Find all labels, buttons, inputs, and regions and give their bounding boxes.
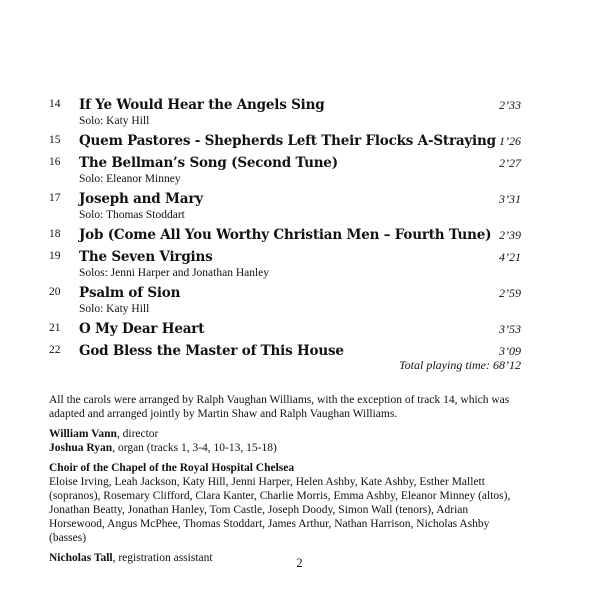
assistant-name: Nicholas Tall (49, 552, 113, 564)
track-number: 20 (49, 286, 61, 298)
track-number: 17 (49, 192, 61, 204)
track-item (0, 190, 599, 222)
track-title: Job (Come All You Worthy Christian Men – Fourth Tune) (79, 227, 492, 243)
track-duration: 3’31 (499, 192, 521, 206)
track-number: 16 (49, 156, 61, 168)
track-duration: 2’59 (499, 286, 521, 300)
track-number: 18 (49, 228, 61, 240)
track-title: The Bellman’s Song (Second Tune) (79, 155, 338, 171)
track-title: If Ye Would Hear the Angels Sing (79, 97, 325, 113)
track-duration: 3’09 (499, 344, 521, 358)
director-name: William Vann (49, 428, 117, 440)
total-playing-time: Total playing time: 68’12 (399, 358, 521, 372)
assistant-role: , registration assistant (112, 552, 213, 564)
track-number: 21 (49, 322, 61, 334)
track-duration: 4’21 (499, 250, 521, 264)
track-title: God Bless the Master of This House (79, 343, 344, 359)
track-duration: 2’27 (499, 156, 521, 170)
track-title: Psalm of Sion (79, 285, 181, 301)
track-item (0, 132, 599, 150)
track-title: Joseph and Mary (79, 191, 203, 207)
credits-section (49, 393, 519, 565)
track-number: 19 (49, 250, 61, 262)
track-item (0, 284, 599, 316)
choir-name: Choir of the Chapel of the Royal Hospital Chelsea (49, 462, 295, 474)
track-item (0, 96, 599, 128)
track-duration: 2’39 (499, 228, 521, 242)
track-item (0, 226, 599, 244)
track-title: Quem Pastores - Shepherds Left Their Flocks A-Straying (79, 133, 496, 149)
track-soloist: Solo: Katy Hill (79, 303, 150, 315)
track-item (0, 320, 599, 338)
track-item (0, 154, 599, 186)
organist-role: , organ (tracks 1, 3-4, 10-13, 15-18) (112, 442, 277, 454)
track-duration: 3’53 (499, 322, 521, 336)
director-credit (49, 427, 519, 441)
track-soloist: Solos: Jenni Harper and Jonathan Hanley (79, 267, 270, 279)
track-duration: 1’26 (499, 134, 521, 148)
track-duration: 2’33 (499, 98, 521, 112)
track-title: The Seven Virgins (79, 249, 213, 265)
track-soloist: Solo: Katy Hill (79, 115, 150, 127)
track-number: 22 (49, 344, 61, 356)
organist-name: Joshua Ryan (49, 442, 113, 454)
track-number: 15 (49, 134, 61, 146)
page-number: 2 (296, 556, 303, 570)
director-role: , director (116, 428, 159, 440)
track-item (0, 248, 599, 280)
track-title: O My Dear Heart (79, 321, 205, 337)
track-soloist: Solo: Eleanor Minney (79, 173, 181, 185)
track-number: 14 (49, 98, 61, 110)
arrangement-note: All the carols were arranged by Ralph Vaughan Williams, with the exception of track 14, which was adapted and arranged jointly by Martin Shaw and Ralph Vaughan Williams. (49, 394, 510, 420)
choir-members: Eloise Irving, Leah Jackson, Katy Hill, Jenni Harper, Helen Ashby, Kate Ashby, Esther Mallett (sopranos), Rosemary Clifford, Clara Kanter, Charlie Morris, Emma Ashby, Eleanor Minney (altos), Jonathan Beatty, Jonathan Hanley, Tom Castle, Joseph Doody, Simon Wall (tenors), Adrian Horsewood, Angus McPhee, Thomas Stoddart, James Arthur, Nathan Harrison, Nicholas Ashby (basses) (49, 476, 511, 544)
track-soloist: Solo: Thomas Stoddart (79, 209, 185, 221)
organist-credit (49, 441, 519, 455)
track-list (0, 96, 599, 364)
